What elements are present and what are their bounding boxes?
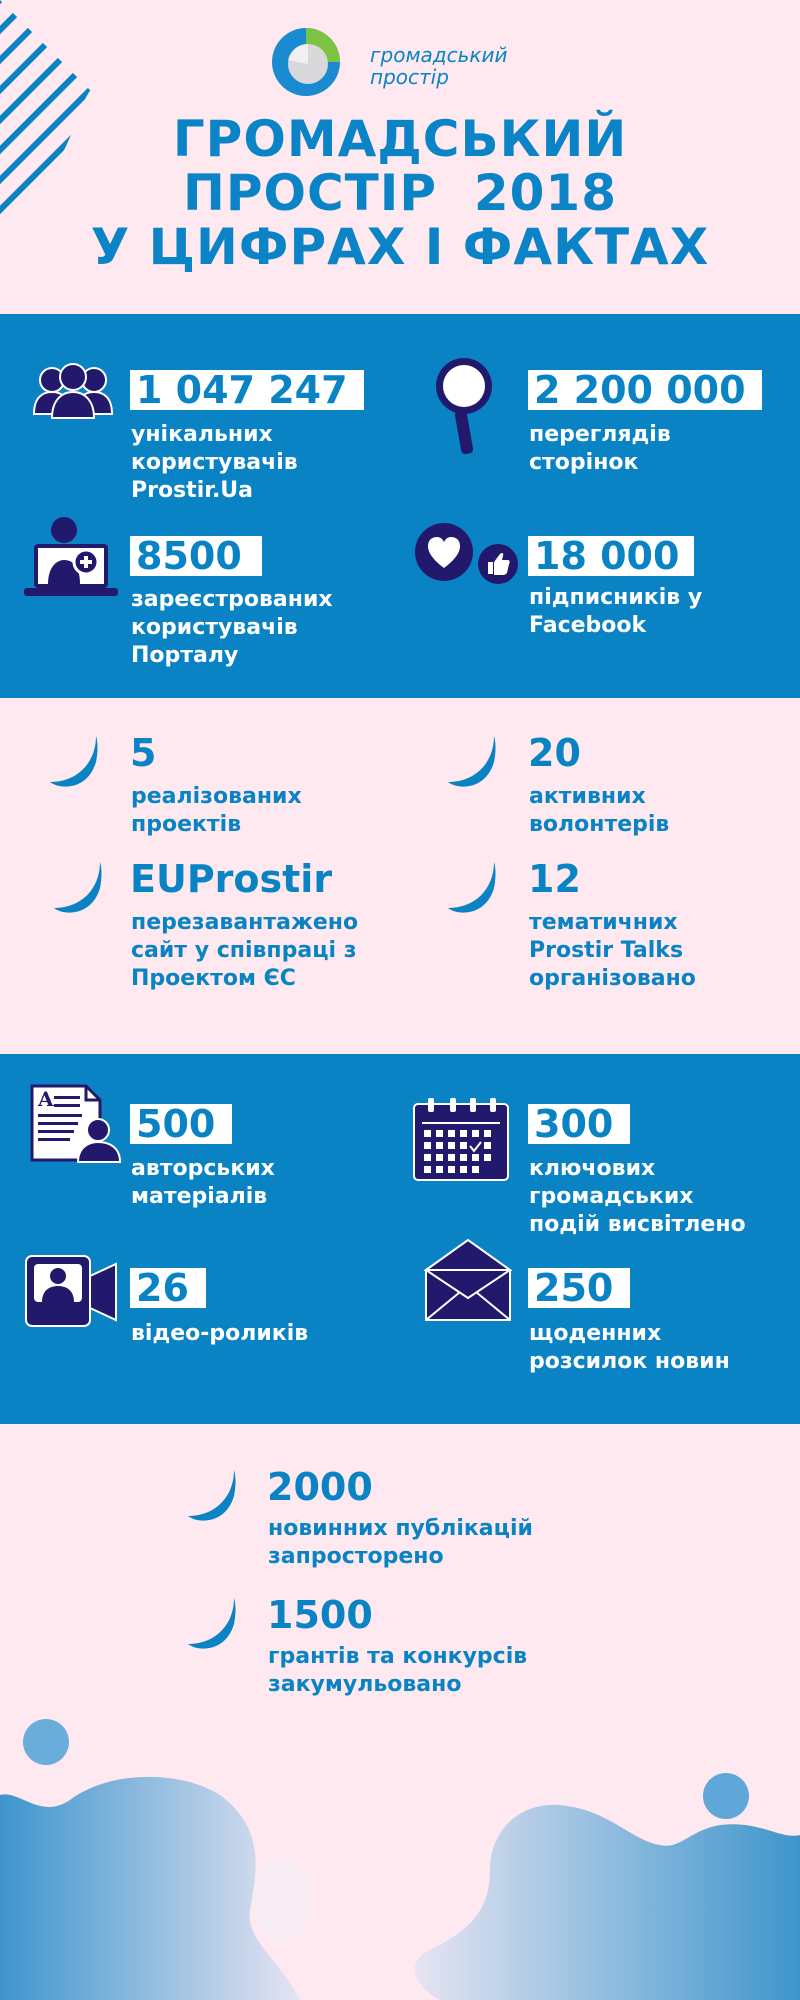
crescent-icon [48, 858, 104, 914]
envelope-icon [424, 1236, 512, 1324]
stat-euprostir-desc [131, 909, 358, 993]
desc-line: активних [529, 784, 646, 809]
page-title [0, 112, 800, 274]
stat-newsletters-number: 250 [528, 1268, 630, 1308]
desc-line: щоденних [529, 1321, 662, 1346]
crescent-icon [182, 1594, 238, 1650]
desc-line: сайт у співпраці з [131, 938, 357, 963]
desc-line: переглядів [529, 422, 671, 447]
stat-talks-desc [529, 909, 696, 993]
stat-news-number: 2000 [267, 1465, 373, 1509]
stat-grants-number: 1500 [267, 1593, 373, 1637]
desc-line: запросторено [268, 1544, 444, 1569]
calendar-icon [412, 1096, 510, 1182]
crescent-icon [442, 732, 498, 788]
desc-line: унікальних [131, 422, 273, 447]
desc-line: сторінок [529, 450, 639, 475]
logo-line-2: простір [370, 65, 449, 89]
desc-line: проектів [131, 812, 242, 837]
svg-text:A: A [38, 1087, 54, 1111]
stat-news-desc [268, 1515, 533, 1571]
desc-line: організовано [529, 966, 696, 991]
desc-line: перезавантажено [131, 910, 359, 935]
title-line-3: У ЦИФРАХ І ФАКТАХ [90, 218, 710, 276]
desc-line: подій висвітлено [529, 1212, 746, 1237]
desc-line: громадських [529, 1184, 694, 1209]
logo-line-1: громадський [370, 43, 508, 67]
crescent-icon [442, 858, 498, 914]
stat-projects-number: 5 [130, 731, 157, 775]
desc-line: авторських [131, 1156, 275, 1181]
desc-line: новинних публікацій [268, 1516, 533, 1541]
stat-grants-desc [268, 1643, 527, 1699]
stat-facebook-desc [529, 584, 702, 640]
desc-line: розсилок новин [529, 1349, 730, 1374]
users-group-icon [32, 362, 114, 420]
desc-line: підписників у [529, 585, 703, 610]
logo-text [370, 44, 507, 88]
stat-users-desc [131, 421, 298, 505]
desc-line: Проектом ЄС [131, 966, 296, 991]
title-line-1: ГРОМАДСЬКИЙ [172, 110, 628, 168]
magnifier-icon [432, 354, 498, 456]
stat-euprostir-number: EUProstir [130, 857, 333, 901]
stat-events-number: 300 [528, 1104, 630, 1144]
stat-newsletters-desc [529, 1320, 730, 1376]
stat-registered-desc [131, 586, 333, 670]
decorative-blobs [0, 1700, 800, 2000]
stat-registered-number: 8500 [130, 536, 262, 576]
title-line-2: ПРОСТІР 2018 [182, 164, 618, 222]
desc-line: Facebook [529, 613, 647, 638]
crescent-icon [44, 732, 100, 788]
desc-line: користувачів [131, 615, 298, 640]
desc-line: тематичних [529, 910, 678, 935]
desc-line: Prostir Talks [529, 938, 684, 963]
desc-line: грантів та конкурсів [268, 1644, 528, 1669]
desc-line: волонтерів [529, 812, 670, 837]
stat-volunteers-number: 20 [528, 731, 581, 775]
desc-line: реалізованих [131, 784, 302, 809]
stat-talks-number: 12 [528, 857, 581, 901]
stat-views-desc [529, 421, 671, 477]
desc-line: матеріалів [131, 1184, 268, 1209]
document-author-icon [30, 1084, 122, 1164]
desc-line: Порталу [131, 643, 239, 668]
desc-line: Prostir.Ua [131, 478, 254, 503]
stat-videos-desc [131, 1320, 308, 1348]
crescent-icon [182, 1466, 238, 1522]
desc-line: зареєстрованих [131, 587, 333, 612]
stat-projects-desc [131, 783, 302, 839]
video-camera-icon [22, 1250, 118, 1330]
stat-facebook-number: 18 000 [528, 536, 694, 576]
stat-materials-desc [131, 1155, 275, 1211]
desc-line: ключових [529, 1156, 656, 1181]
stat-volunteers-desc [529, 783, 669, 839]
desc-line: користувачів [131, 450, 298, 475]
desc-line: відео-роликів [131, 1321, 309, 1346]
stat-views-number: 2 200 000 [528, 370, 762, 410]
stat-materials-number: 500 [130, 1104, 232, 1144]
stat-videos-number: 26 [130, 1268, 206, 1308]
logo-icon [268, 24, 344, 100]
heart-like-icon [414, 522, 520, 586]
desc-line: закумульовано [268, 1672, 462, 1697]
stat-events-desc [529, 1155, 746, 1239]
stat-users-number: 1 047 247 [130, 370, 364, 410]
laptop-user-icon [24, 516, 120, 600]
